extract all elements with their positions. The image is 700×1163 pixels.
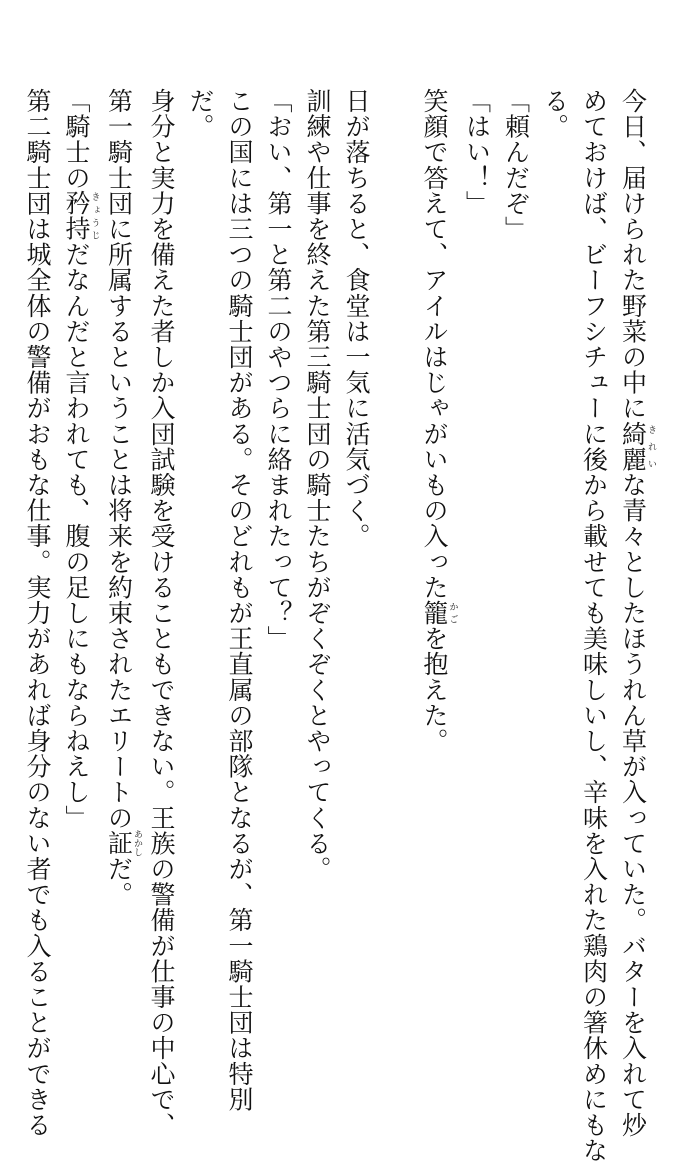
text-run: だ。	[186, 88, 215, 140]
ruby-reading: あかし	[132, 829, 142, 857]
text-line	[259, 88, 298, 958]
vertical-text-body	[18, 88, 656, 1163]
ruby-base: 証	[104, 829, 134, 857]
text-run: 訓練や仕事を終えた第三騎士団の騎士たちがぞくぞくとやってくる。	[303, 88, 332, 882]
text-run: この国には三つの騎士団がある。そのどれもが王直属の部隊となるが、第一騎士団は特別	[225, 88, 254, 1112]
text-run: な青々としたほうれん草が入っていた。バターを入れて炒	[618, 472, 648, 1138]
ruby-base: 矜持	[62, 190, 91, 242]
text-run: 「頼んだぞ」	[501, 88, 531, 242]
ruby-word	[618, 420, 656, 473]
text-run: 「はい！」	[462, 88, 492, 216]
text-line	[337, 88, 376, 958]
text-line	[415, 88, 458, 958]
text-line	[536, 88, 575, 958]
text-run: る。	[540, 88, 570, 140]
text-run: 身分と実力を備えた者しか入団試験を受けることもできない。王族の警備が仕事の中心で、	[147, 88, 176, 1138]
text-run: を抱えた。	[420, 625, 449, 754]
ruby-reading: かご	[447, 600, 458, 626]
ruby-reading: きれい	[646, 420, 656, 473]
text-run: 今日、届けられた野菜の中に	[618, 88, 648, 421]
text-line	[575, 88, 614, 1163]
text-run: 「騎士の	[62, 88, 91, 191]
ruby-base: 綺麗	[618, 420, 648, 473]
text-run: だなんだと言われても、腹の足しにもならねえし」	[62, 241, 91, 831]
text-line	[142, 88, 181, 1138]
text-line	[18, 88, 57, 1138]
text-run: 第一騎士団に所属するということは将来を約束されたエリートの	[104, 88, 134, 831]
text-line	[298, 88, 337, 958]
text-run: だ。	[104, 856, 134, 908]
section-break	[376, 88, 415, 958]
ruby-word	[62, 190, 100, 242]
text-line	[220, 88, 259, 1112]
text-run: 「おい、第一と第二のやつらに絡まれたって？」	[264, 88, 293, 652]
ruby-reading: きょうじ	[89, 190, 100, 242]
text-line	[181, 88, 220, 958]
text-line	[57, 88, 100, 958]
text-line	[100, 88, 143, 958]
ruby-base: 籠	[420, 600, 449, 626]
text-run: 第二騎士団は城全体の警備がおもな仕事。実力があれば身分のない者でも入ることができる	[23, 88, 52, 1138]
ruby-word	[104, 829, 142, 857]
text-run: 笑顔で答えて、アイルはじゃがいもの入った	[420, 88, 449, 600]
text-run: めておけば、ビーフシチューに後から載せても美味しいし、辛味を入れた鶏肉の箸休めにもな	[579, 88, 609, 1163]
text-line	[458, 88, 497, 958]
ruby-word	[420, 600, 458, 626]
text-line	[497, 88, 536, 958]
text-run: 日が落ちると、食堂は一気に活気づく。	[342, 88, 371, 549]
text-line	[614, 88, 657, 1138]
